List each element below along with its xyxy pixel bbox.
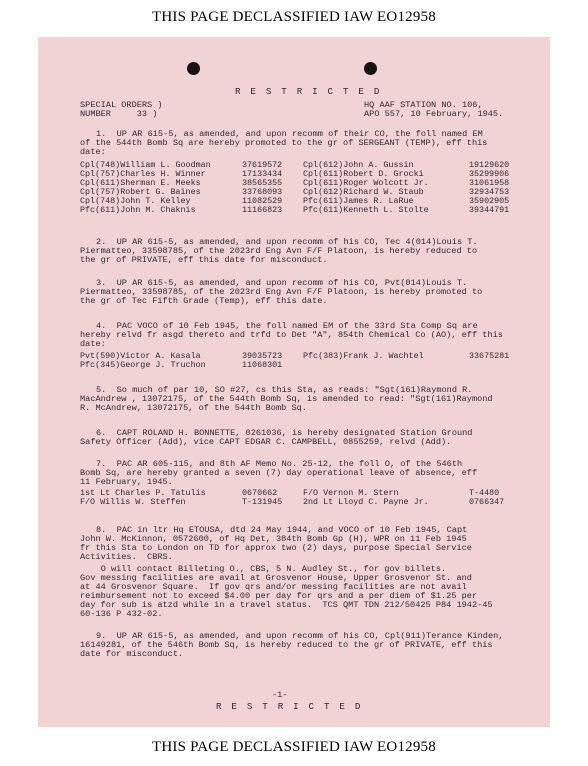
paragraph-line: 60-136 P 432-02. — [80, 609, 163, 619]
paragraph-line: 8. PAC in ltr Hq ETOUSA, dtd 24 May 1944, and VOCO of 10 Feb 1945, Capt — [96, 525, 468, 535]
paragraph-line: 2. UP AR 615-5, as amended, and upon recomm of his CO, Tec 4(014)Louis T. — [96, 237, 478, 247]
personnel-name: Pfc(345)George J. Truchon — [80, 360, 206, 370]
personnel-serial: 31061958 — [469, 178, 510, 188]
classification-header: R E S T R I C T E D — [235, 86, 382, 97]
personnel-name: F/O Willis W. Steffen — [80, 497, 186, 507]
order-number: NUMBER 33 ) — [80, 109, 158, 119]
paragraph-line: Safety Officer (Add), vice CAPT EDGAR C. CAMPBELL, 0855259, relvd (Add). — [80, 437, 452, 447]
personnel-serial: T-4480 — [469, 488, 500, 498]
personnel-serial: 39035723 — [242, 351, 283, 361]
personnel-serial: 0670662 — [242, 488, 278, 498]
paragraph-line: O will contact Billeting O., CBS, 5 N. Audley St., for gov billets. — [80, 564, 447, 574]
paragraph-line: at 44 Grosvenor Square. If gov qrs and/or messing facilities are not avail — [80, 582, 467, 592]
personnel-name: 2nd Lt Lloyd C. Payne Jr. — [303, 497, 429, 507]
personnel-name: 1st Lt Charles P. Tatulis — [80, 488, 206, 498]
personnel-name: Cpl(611)Roger Wolcott Jr. — [303, 178, 429, 188]
paragraph-line: 6. CAPT ROLAND H. BONNETTE, 0261036, is hereby designated Station Ground — [96, 428, 473, 438]
personnel-serial: 19129620 — [469, 160, 510, 170]
paragraph-line: 5. So much of par 10, SO #27, cs this Sta, as reads: "Sgt(161)Raymond R. — [96, 385, 473, 395]
personnel-serial: 33768093 — [242, 187, 283, 197]
personnel-name: Cpl(612)John A. Gussin — [303, 160, 414, 170]
personnel-serial: 39344791 — [469, 205, 510, 215]
paragraph-line: date: — [80, 339, 106, 349]
paragraph-line: 9. UP AR 615-5, as amended, and upon recomm of his CO, Cpl(911)Terance Kinden, — [96, 631, 504, 641]
personnel-serial: 11082529 — [242, 196, 283, 206]
paragraph-line: MacAndrew , 13072175, of the 544th Bomb Sq, is amended to read: "Sgt(161)Raymond — [80, 394, 493, 404]
paragraph-line: Bomb Sq, are hereby granted a seven (7) day operational leave of absence, eff — [80, 468, 478, 478]
paragraph-line: the gr of PRIVATE, eff this date for misconduct. — [80, 255, 328, 265]
personnel-name: Cpl(612)Richard W. Staub — [303, 187, 424, 197]
paragraph-line: 3. UP AR 615-5, as amended, and upon recomm of his CO, Pvt(014)Louis T. — [96, 278, 468, 288]
personnel-serial: 37619572 — [242, 160, 283, 170]
personnel-name: Cpl(757)Charles H. Winner — [80, 169, 206, 179]
page-number: -1- — [272, 690, 288, 700]
paragraph-line: date: — [80, 147, 106, 157]
paragraph-line: Piermatteo, 33598785, of the 2023rd Eng Avn F/F Platoon, is hereby promoted to — [80, 287, 483, 297]
paragraph-line: 4. PAC VOCO of 10 Feb 1945, the foll named EM of the 33rd Sta Comp Sq are — [96, 321, 478, 331]
classification-footer: R E S T R I C T E D — [216, 701, 363, 712]
paragraph-line: Gov messing facilities are avail at Grosvenor House, Upper Grosvenor St. and — [80, 573, 472, 583]
declassified-banner-top: THIS PAGE DECLASSIFIED IAW EO12958 — [152, 9, 436, 25]
personnel-serial: T-131945 — [242, 497, 283, 507]
personnel-name: Pfc(611)James R. LaRue — [303, 196, 414, 206]
paragraph-line: 16149281, of the 546th Bomb Sq, is hereby reduced to the gr of PRIVATE, eff this — [80, 640, 493, 650]
personnel-name: F/O Vernon M. Stern — [303, 488, 399, 498]
personnel-name: Cpl(611)Robert D. Grocki — [303, 169, 424, 179]
paragraph-line: the gr of Tec Fifth Grade (Temp), eff this date. — [80, 296, 328, 306]
personnel-serial: 33675281 — [469, 351, 510, 361]
personnel-name: Pfc(611)John M. Chaknis — [80, 205, 196, 215]
personnel-name: Pfc(611)Kenneth L. Stolte — [303, 205, 429, 215]
paragraph-line: R. McAndrew, 13072175, of the 544th Bomb Sq. — [80, 403, 307, 413]
personnel-serial: 35902905 — [469, 196, 510, 206]
paragraph-line: Piermatteo, 33598785, of the 2023rd Eng Avn F/F Platoon, is hereby reduced to — [80, 246, 478, 256]
personnel-name: Cpl(757)Robert G. Baines — [80, 187, 201, 197]
personnel-serial: 35299906 — [469, 169, 510, 179]
personnel-serial: 17133434 — [242, 169, 283, 179]
personnel-serial: 38565355 — [242, 178, 283, 188]
punch-hole-left — [187, 62, 200, 75]
personnel-name: Cpl(611)Sherman E. Meeks — [80, 178, 201, 188]
paragraph-line: 1. UP AR 615-5, as amended, and upon recomm of their CO, the foll named EM — [96, 129, 483, 139]
paragraph-line: hereby relvd fr asgd thereto and trfd to Det "A", 854th Chemical Co (AO), eff this — [80, 330, 503, 340]
apo-date: APO 557, 10 February, 1945. — [364, 109, 504, 119]
personnel-name: Cpl(748)John T. Kelley — [80, 196, 191, 206]
special-orders-label: SPECIAL ORDERS ) — [80, 100, 163, 110]
document-page — [38, 37, 550, 727]
paragraph-line: Activities. CBRS. — [80, 552, 173, 562]
paragraph-line: John W. McKinnon, 0572600, of Hq Det, 384th Bomb Gp (H), WPR on 11 Feb 1945 — [80, 534, 467, 544]
personnel-name: Pfc(383)Frank J. Wachtel — [303, 351, 424, 361]
personnel-serial: 0766347 — [469, 497, 505, 507]
personnel-name: Pvt(590)Victor A. Kasala — [80, 351, 201, 361]
paragraph-line: of the 544th Bomb Sq are hereby promoted to the gr of SERGEANT (TEMP), eff this — [80, 138, 488, 148]
personnel-serial: 32934753 — [469, 187, 510, 197]
personnel-name: Cpl(748)William L. Goodman — [80, 160, 211, 170]
personnel-serial: 11068301 — [242, 360, 283, 370]
personnel-serial: 11166823 — [242, 205, 283, 215]
paragraph-line: 11 February, 1945. — [80, 477, 173, 487]
punch-hole-right — [364, 62, 377, 75]
paragraph-line: day for sub is atzd while in a travel status. TCS QMT TDN 212/50425 P84 1942-45 — [80, 600, 493, 610]
paragraph-line: date for misconduct. — [80, 649, 184, 659]
declassified-banner-bottom: THIS PAGE DECLASSIFIED IAW EO12958 — [152, 739, 436, 755]
org-header: HQ AAF STATION NO. 106, — [364, 100, 483, 110]
paragraph-line: 7. PAC AR 605-115, and 8th AF Memo No. 25-12, the foll O, of the 546th — [96, 459, 463, 469]
paragraph-line: fr this Sta to London on TD for approx two (2) days, purpose Special Service — [80, 543, 472, 553]
paragraph-line: reimbursement not to exceed $4.00 per day for qrs and a per diem of $1.25 per — [80, 591, 478, 601]
